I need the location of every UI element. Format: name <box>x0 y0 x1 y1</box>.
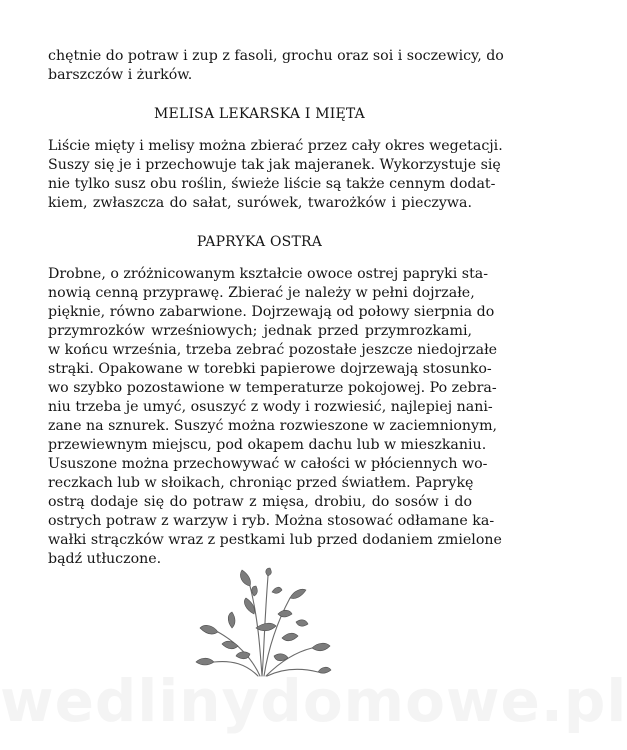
paragraph-line: wałki strączków wraz z pestkami lub przed dodaniem zmielone <box>48 532 502 548</box>
intro-line: chętnie do potraw i zup z fasoli, grochu oraz soi i soczewicy, do <box>48 48 504 64</box>
herb-plants-icon <box>192 568 332 678</box>
watermark: wedlinydomowe.pl <box>0 667 627 735</box>
paragraph-line: nie tylko susz obu roślin, świeże liście są także cennym dodat- <box>48 176 496 192</box>
intro-line: barszczów i żurków. <box>48 67 193 83</box>
paragraph-line: przymrozków wrześniowych; jednak przed przymrozkami, <box>48 323 472 339</box>
paragraph-line: strąki. Opakowane w torebki papierowe dojrzewają stosunko- <box>48 361 492 377</box>
section-heading-melisa: MELISA LEKARSKA I MIĘTA <box>154 106 365 122</box>
paragraph-line: Drobne, o zróżnicowanym kształcie owoce ostrej papryki sta- <box>48 266 489 282</box>
paragraph-line: reczkach lub w słoikach, chroniąc przed światłem. Paprykę <box>48 475 474 491</box>
paragraph-line: bądź utłuczone. <box>48 551 162 567</box>
paragraph-line: Suszy się je i przechowuje tak jak majeranek. Wykorzystuje się <box>48 157 501 173</box>
paragraph-line: Ususzone można przechowywać w całości w płóciennych wo- <box>48 456 488 472</box>
paragraph-line: przewiewnym miejscu, pod okapem dachu lub w mieszkaniu. <box>48 437 487 453</box>
paragraph-line: wo szybko pozostawione w temperaturze pokojowej. Po zebra- <box>48 380 497 396</box>
paragraph-line: ostrych potraw z warzyw i ryb. Można stosować odłamane ka- <box>48 513 495 529</box>
paragraph-line: ostrą dodaje się do potraw z mięsa, drobiu, do sosów i do <box>48 494 472 510</box>
paragraph-line: niu trzeba je umyć, osuszyć z wody i rozwiesić, najlepiej nani- <box>48 399 493 415</box>
paragraph-line: nowią cenną przyprawę. Zbierać je należy w pełni dojrzałe, <box>48 285 475 301</box>
paragraph-line: kiem, zwłaszcza do sałat, surówek, twarożków i pieczywa. <box>48 195 472 211</box>
paragraph-line: zane na sznurek. Suszyć można rozwieszone w zaciemnionym, <box>48 418 498 434</box>
paragraph-line: Liście mięty i melisy można zbierać przez cały okres wegetacji. <box>48 138 503 154</box>
paragraph-line: pięknie, równo zabarwione. Dojrzewają od połowy sierpnia do <box>48 304 495 320</box>
paragraph-line: w końcu września, trzeba zebrać pozostałe jeszcze niedojrzałe <box>48 342 498 358</box>
section-heading-papryka: PAPRYKA OSTRA <box>196 234 323 250</box>
